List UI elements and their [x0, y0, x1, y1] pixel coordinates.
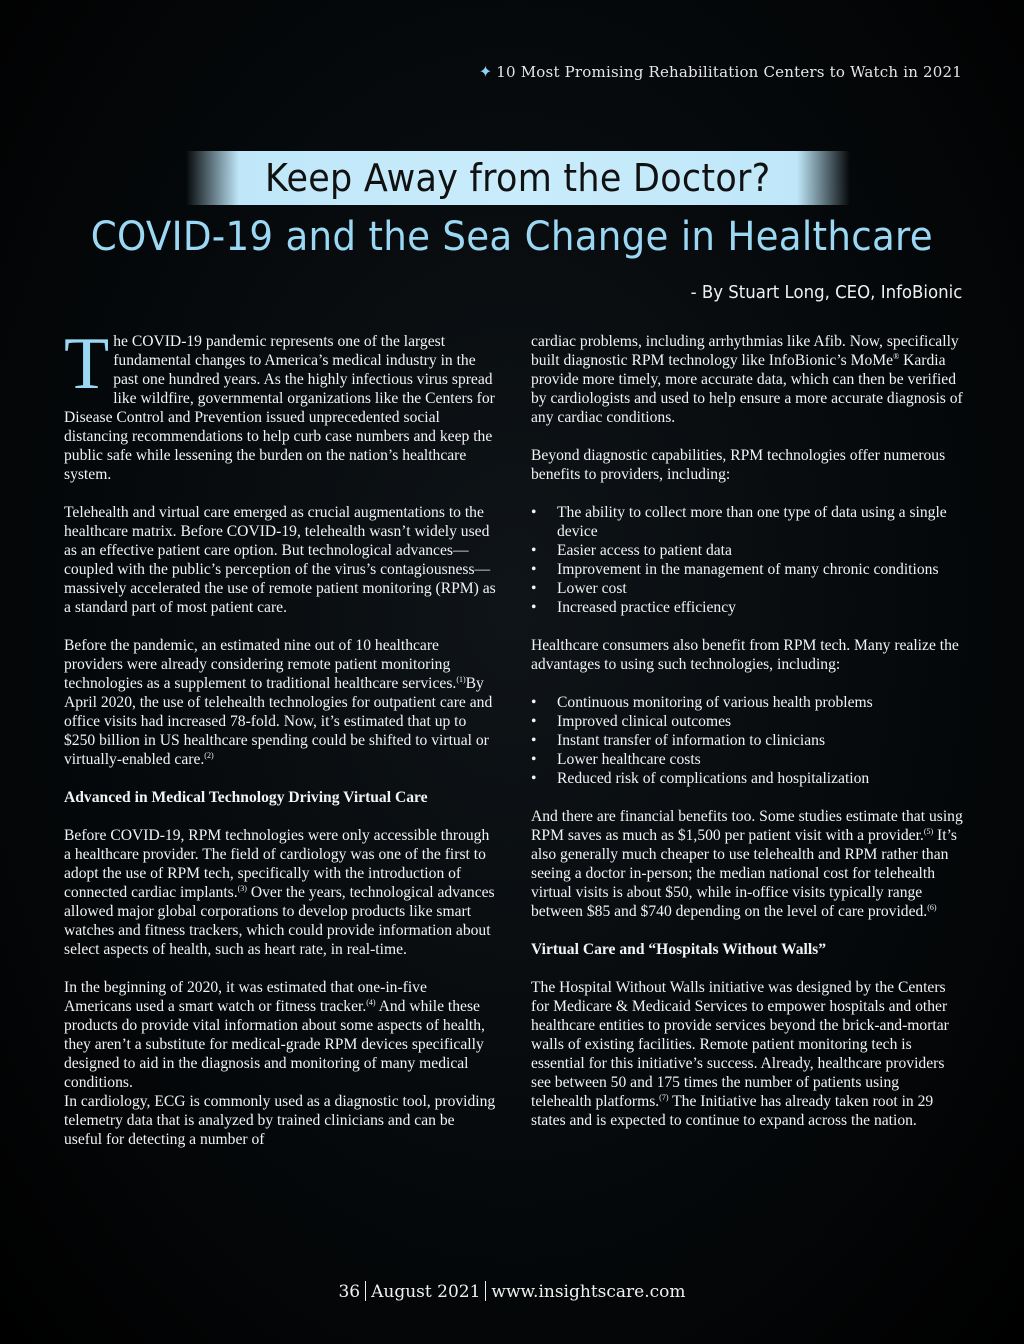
paragraph: [531, 978, 963, 1130]
headline-text: COVID-19 and the Sea Change in Healthcare: [90, 214, 934, 260]
byline-text: - By Stuart Long, CEO, InfoBionic: [690, 282, 962, 303]
text-run: It’s also generally much cheaper to use telehealth and RPM rather than seeing a doctor in-person; the median national cost for telehealth virtual visits is about $50, while in-office visits typically range between $85 and $740 depending on the level of care provided.: [531, 827, 957, 920]
text-run: Over the years, technological advances allowed major global corporations to develop products like smart watches and fitness trackers, which could provide information about select aspects of health, such as heart rate, in real-time.: [64, 884, 495, 958]
paragraph: In cardiology, ECG is commonly used as a diagnostic tool, providing telemetry data that is analyzed by trained clinicians and can be useful for detecting a number of: [64, 1093, 496, 1148]
footnote-ref: (5): [923, 826, 934, 836]
text-run: By April 2020, the use of telehealth technologies for outpatient care and office visits had increased 78-fold. Now, it’s estimated that up to $250 billion in US healthcare spending could be shifted to virtual or virtually-enabled care.: [64, 675, 493, 768]
paragraph: [64, 826, 496, 959]
drop-cap: T: [64, 323, 110, 405]
list-item: • Lower healthcare costs: [531, 750, 963, 769]
footnote-ref: (7): [659, 1092, 669, 1102]
text-run: The Initiative has already taken root in 29 states and is expected to continue to expand across the nation.: [531, 1093, 934, 1129]
headline: [0, 214, 1024, 260]
running-head-text: 10 Most Promising Rehabilitation Centers to Watch in 2021: [496, 63, 962, 81]
consumer-benefits-list: [531, 693, 963, 788]
text-run: The Hospital Without Walls initiative was designed by the Centers for Medicare & Medicaid Services to empower hospitals and other healthcare entities to provide services beyond the brick-and-mortar walls of existing facilities. Remote patient monitoring tech is essential for this initiative’s success. Already, healthcare providers see between 50 and 175 times the number of patients using telehealth platforms.: [531, 979, 949, 1110]
registered-mark: ®: [893, 351, 900, 361]
page-footer: [0, 1281, 1024, 1302]
footnote-ref: (3): [237, 883, 247, 893]
list-item: • Reduced risk of complications and hospitalization: [531, 769, 963, 788]
page-number: 36: [338, 1282, 361, 1302]
list-item: • Continuous monitoring of various health problems: [531, 693, 963, 712]
running-head: [479, 62, 962, 81]
section-heading: Advanced in Medical Technology Driving Virtual Care: [64, 789, 428, 806]
footnote-ref: (6): [927, 902, 937, 912]
paragraph: [64, 978, 496, 1092]
footnote-ref: (1): [456, 674, 466, 684]
diamond-icon: ✦: [478, 62, 493, 81]
text-run: And while these products do provide vital information about some aspects of health, they aren’t a substitute for medical-grade RPM devices specifically designed to aid in the diagnosis and monitoring of many medical conditions.: [64, 998, 485, 1091]
paragraph: [531, 807, 963, 921]
website-link[interactable]: www.insightscare.com: [491, 1282, 686, 1302]
footnote-ref: (2): [204, 750, 214, 760]
left-column: [64, 323, 496, 1168]
paragraph: Healthcare consumers also benefit from RPM tech. Many realize the advantages to using such technologies, including:: [531, 637, 959, 673]
kicker-title: Keep Away from the Doctor?: [265, 156, 771, 200]
footnote-ref: (4): [366, 997, 376, 1007]
list-item: • Increased practice efficiency: [531, 598, 963, 617]
list-item: • Improved clinical outcomes: [531, 712, 963, 731]
intro-paragraph: [64, 323, 496, 484]
text-run: And there are financial benefits too. Some studies estimate that using RPM saves as much as $1,500 per patient visit with a provider.: [531, 808, 963, 844]
paragraph: [531, 332, 963, 427]
issue-date: August 2021: [371, 1282, 481, 1302]
list-item: • Improvement in the management of many chronic conditions: [531, 560, 963, 579]
provider-benefits-list: [531, 503, 963, 617]
paragraph: [64, 636, 496, 769]
paragraph: Telehealth and virtual care emerged as crucial augmentations to the healthcare matrix. Before COVID-19, telehealth wasn’t widely used as an effective patient care option. But technological advances—coupled with the public’s perception of the virus’s contagiousness—massively accelerated the use of remote patient monitoring (RPM) as a standard part of most patient care.: [64, 504, 496, 616]
kicker-banner: [186, 151, 850, 205]
byline: [667, 282, 962, 303]
list-item: • Easier access to patient data: [531, 541, 963, 560]
text-run: cardiac problems, including arrhythmias like Afib. Now, specifically built diagnostic RPM technology like InfoBionic’s MoMe: [531, 333, 959, 369]
text-run: In the beginning of 2020, it was estimated that one-in-five Americans used a smart watch or fitness tracker.: [64, 979, 427, 1015]
list-item: • Lower cost: [531, 579, 963, 598]
footer-divider: [485, 1281, 486, 1301]
footer-divider: [365, 1281, 366, 1301]
section-heading: Virtual Care and “Hospitals Without Walls”: [531, 941, 827, 958]
paragraph: Beyond diagnostic capabilities, RPM technologies offer numerous benefits to providers, including:: [531, 447, 946, 483]
text-run: Before COVID-19, RPM technologies were only accessible through a healthcare provider. The field of cardiology was one of the first to adopt the use of RPM tech, specifically with the introduction of connected cardiac implants.: [64, 827, 490, 901]
list-item: • Instant transfer of information to clinicians: [531, 731, 963, 750]
right-column: [531, 332, 963, 1149]
text-run: Before the pandemic, an estimated nine out of 10 healthcare providers were already considering remote patient monitoring technologies as a supplement to traditional healthcare services.: [64, 637, 457, 692]
text-run: Kardia provide more timely, more accurate data, which can then be verified by cardiologists and used to help ensure a more accurate diagnosis of any cardiac conditions.: [531, 352, 963, 426]
intro-text: he COVID-19 pandemic represents one of the largest fundamental changes to America’s medical industry in the past one hundred years. As the highly infectious virus spread like wildfire, governmental organizations like the Centers for Disease Control and Prevention issued unprecedented social distancing recommendations to help curb case numbers and keep the public safe while lessening the burden on the nation’s healthcare system.: [64, 333, 495, 483]
list-item: • The ability to collect more than one type of data using a single device: [531, 503, 963, 541]
